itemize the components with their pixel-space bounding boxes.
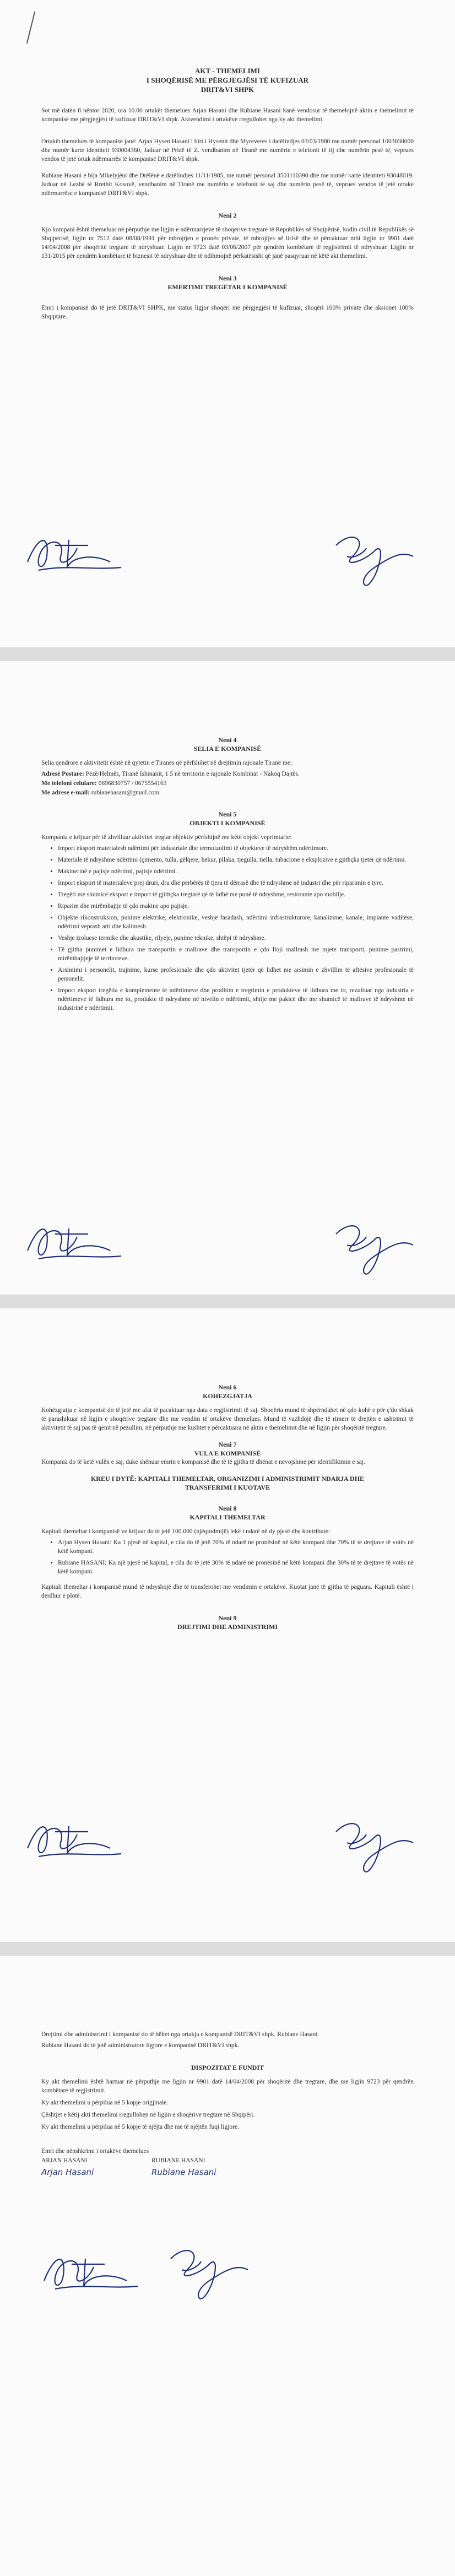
- address-label: Adresë Postare:: [41, 771, 84, 777]
- section3-subheading: EMËRTIMI TREGËTAR I KOMPANISË: [167, 283, 288, 291]
- signature-arjan: [17, 523, 127, 584]
- signature-arjan: [33, 2242, 143, 2303]
- list-item: • Të gjitha punimet e lidhura me transportin e mallrave dhe transportin e çdo lloji mallrash me mjete transporti, punime pastrimi, mirëmbajtjeje të territoreve.: [58, 945, 414, 963]
- section8-heading: Neni 8: [218, 1505, 237, 1512]
- page1-body: [41, 66, 414, 329]
- section9-subheading: DREJTIMI DHE ADMINISTRIMI: [177, 1623, 278, 1631]
- section7-subheading: VULA E KOMPANISË: [194, 1449, 261, 1457]
- phone-label: Me telefoni celulare:: [41, 780, 97, 787]
- handwritten-name-2: Rubiane Hasani: [151, 2167, 216, 2177]
- founder2-paragraph: Rubiane Hasani e bija Mikelyjëni dhe Drëlënë e datëlindjes 11/11/1985, me numër personal 3501110390 dhe me numër karte identiteti 93048019. Jaduar në Lezhë të Rrethit Kosovë, vendbanim në Tiranë me numërin e telefonit të saj dhe numërin pesë të, veprues vendos të jetë ortake ndërmarrëse e kompanisë DRIT&VI shpk.: [41, 172, 414, 197]
- signature-arjan: [17, 1810, 127, 1870]
- section3-paragraph: Emri i kompanisë do të jetë DRIT&VI SHPK, me status ligjor shoqëri me përgjegjësi të kufizuar, shoqëri 100% private dhe aksionet 100% Shqiptare.: [41, 305, 414, 320]
- section7-paragraph: Kompania do të ketë vulën e saj, duke shënuar emrin e kompanisë dhe të të gjitha të dhënat e nevojshme për identifikimin e saj.: [41, 1459, 365, 1465]
- section8-subheading: KAPITALI THEMELTAR: [189, 1513, 266, 1521]
- list-item: • Tregëti me shumicë eksport e import të gjithçka tregtarë që të lidhë me punë të ndryshme, restorante apo mobilje.: [58, 890, 414, 899]
- email-value: rubianehasani@gmail.com: [91, 789, 160, 796]
- phone-value: 0696830757 / 0675554163: [98, 780, 167, 787]
- pen-mark: [26, 12, 35, 44]
- section5-intro: Kompania e krijuar për të zhvilluar aktivitet tregtar objektiv përfshijnë me këtë objekt veprimtarie:: [41, 834, 292, 841]
- signature-rubiane: [314, 1212, 424, 1284]
- list-item: • Arjan Hysen Hasani: Ka 1 pjesë në kapital, e cila do të jetë 70% të ndarë në pronësinë në këtë kompani dhe 70% të të drejtave të votës në këtë kompani.: [58, 1538, 414, 1556]
- final-item: Ky akt themelimi është hartuar në përputhje me ligjin nr 9901 datë 14/04/2008 për shoqëritë dhe tregtare, dhe me ligjin 9723 për qendrën kombëtare të regjistrimit.: [41, 2079, 414, 2094]
- admin-paragraph2: Rubiane Hasani do të jetë administratore ligjore e kompanisë DRIT&VI shpk.: [41, 2042, 240, 2049]
- section5-subheading: OBJEKTI I KOMPANISË: [189, 819, 266, 827]
- signature-rubiane: [149, 2237, 259, 2308]
- signature-arjan: [17, 1212, 127, 1273]
- admin-paragraph: Drejtimi dhe administrimi i kompanisë do të bëhet nga ortakja e kompanisë DRIT&VI shpk. Rubiane Hasani: [41, 2031, 318, 2038]
- list-item: • Import eksport materialesh ndërtimi për industriale dhe termoizolimi të objekteve të ndryshëm ndërtimore.: [58, 844, 414, 853]
- document-page-4: [0, 1956, 455, 2576]
- section7-heading: Neni 7: [218, 1441, 237, 1448]
- handwritten-name-1: Arjan Hasani: [41, 2167, 94, 2177]
- document-page-3: [0, 1308, 455, 1942]
- section6-paragraph: Kohëzgjatja e kompanisë do të jetë me afat të pacaktuar nga data e regjistrimit të saj. Shoqëria mund të shpërndahet në çdo kohë e për ç'do shkak të parashikuar në ligjin e shoqërive tregtare dhe me vendim të ortakëve themelues. Mund të vazhdojë dhe të rimerr të drejtën e ushtrimit të aktivitetit të saj pas të qenit në pezullim, në përputhje me kushtet e përcaktuara në aktin e themelimit dhe në ligjin për shoqëritë tregtare.: [41, 1407, 414, 1431]
- list-item: • Import eksport tregëtia e komplemente të ndërtimeve dhe prodhim e tregtimin e produkteve të lidhura me to, rezultuar nga industria e ndërtimeve të lidhura me to, produkte të ndryshme në nivelin e ndërtimit, shitje me pakicë dhe me shumicë të mallrave të ndryshme në industrinë e ndërtimit.: [58, 986, 414, 1013]
- section3-heading: Neni 3: [218, 274, 237, 282]
- page3-body: [41, 1383, 414, 1631]
- signatory-name-2: RUBIANE HASANI: [151, 2157, 205, 2164]
- signatures-label: Emri dhe nënshkrimi i ortakëve themelues: [41, 2148, 149, 2155]
- section8-paragraph2: Kapitali themeltar i kompanisë mund të ndryshojë dhe të transferohet me vendimin e ortakëve. Kuotat janë të gjitha të paguara. Kapitali është i derdhur e plotë.: [41, 1584, 414, 1599]
- list-item: • Materiale të ndryshme ndërtimi (çimento, tulla, gëlqere, hekur, pllaka, tjegulla, tiella, tubacione e eksplozive e gjithçka tjetër që ndërtimi.: [58, 856, 414, 864]
- intro-paragraph: Sot më datën 8 nëntor 2020, ora 10.00 ortakët themelues Arjan Hasani dhe Rubiane Hasani kanë vendosur të themelojnë aktin e themelimit të kompanisë me përgjegjësi të kufizuar DRIT&VI shpk. Aktvendimi i ortakëve rregullohet nga ky akt themelimi.: [41, 107, 414, 123]
- final-heading: DISPOZITAT E FUNDIT: [191, 2064, 264, 2071]
- section8-paragraph: Kapitali themeltar i kompanisë ve krijuar do të jetë 100.000 (njëqindmijë) lekë i ndarë në dy pjesë dhe kontribute:: [41, 1528, 331, 1535]
- section2-paragraph: Kjo kompani është themeluar në përputhje me ligjin e ndërmarrjeve të shoqërive tregtare të Republikës së Shqipërisë, kodin civil të Republikës së Shqipërisë, ligjin nr 7512 datë 08/08/1991 për mbrojtjen e pronës private, të mbrojtjes së lirisë dhe të përcaktuar mbi ligjin nr 9901 datë 14/04/2008 për shoqëritë tregtare të ndryshuar. Ligjin nr 9723 datë 03/06/2007 për qendrën kombëtare të regjistrimit të ndryshuar. Ligjin nr 131/2015 për qendrën kombëtare të biznesit të ndryshuar dhe të ndihmojnë përkatësisht që janë pasqyruar në këtë akt themelimi.: [41, 226, 414, 259]
- chapter-heading-line1: KREU I DYTË: KAPITALI THEMELTAR, ORGANIZIMI I ADMINISTRIMIT NDARJA DHE: [90, 1475, 365, 1482]
- section4-subheading: SELIA E KOMPANISË: [193, 745, 262, 753]
- founder1-paragraph: Ortakët themelues të kompanisë janë: Arjan Hysen Hasani i biri i Hysenit dhe Myreveres i datëlindjes 03/03/1980 me numër personal 1003030000 dhe numër karte identiteti 930004360, Jaduar në Prizë të Z. vendbanim në Tiranë me numërin e telefonit të tij dhe numërin pesë të, veprues vendos të jetë ortak ndërmarrës të kompanisë DRIT&VI shpk.: [41, 138, 414, 163]
- page4-body: [41, 2030, 414, 2177]
- list-item: • Import eksport të materialeve prej druri, dru dhe përbërës të tjera të dërrasë dhe të ndryshme në industri dhe për riparimin e tyre.: [58, 879, 414, 887]
- signatory-name-1: ARJAN HASANI: [41, 2157, 88, 2164]
- list-item: • Arsimimi i personelit, trajnime, kurse profesionale dhe çdo aktivitet tjetër që lidhet me arsimin e zhvillim të aftësive profesionale të personelit.: [58, 966, 414, 983]
- doc-title-line1: AKT - THEMELIMI: [195, 67, 260, 75]
- list-item: • Makinerinë e pajisje ndërtimi, pajisje ndërtimi.: [58, 867, 414, 876]
- email-label: Me adrese e-mail:: [41, 789, 90, 796]
- handwritten-names: [41, 2168, 251, 2177]
- doc-title-line2: I SHOQËRISË ME PËRGJEGJËSI TË KUFIZUAR: [146, 76, 309, 84]
- shares-list: [41, 1538, 414, 1576]
- chapter-heading-line2: TRANSFERIMI I KUOTAVE: [185, 1484, 270, 1491]
- document-page-2: [0, 661, 455, 1295]
- section4-heading: Neni 4: [218, 736, 237, 744]
- signatory-names: [41, 2156, 251, 2166]
- list-item: • Rubiane HASANI: Ka një pjesë në kapital, e cila do të jetë 30% të ndarë në pronësinë në këtë kompani dhe 30% të të drejtave të votës në këtë kompani.: [58, 1558, 414, 1576]
- section9-heading: Neni 9: [218, 1614, 237, 1622]
- document-page-1: [0, 0, 455, 647]
- final-item: Ky akt themelimi u përpilua në 5 kopje origjinale.: [41, 2099, 169, 2106]
- list-item: • Veshje izoluese termike dhe akustike, rilyeje, punime teknike, shtëpi të ndryshme.: [58, 934, 414, 943]
- section4-paragraph: Selia qendrore e aktivitetit është në qytetin e Tiranës që përfshihet në drejtimin rajonale Tiranë me:: [41, 760, 292, 766]
- doc-title-line3: DRIT&VI SHPK: [201, 85, 254, 94]
- signature-rubiane: [314, 523, 424, 595]
- page2-body: [41, 735, 414, 1019]
- list-item: • Objekte rikonstruksion, punime elektrike, elektronike, veshje fasadash, ndërtimi infrastrukturore, kanalizime, kanale, impiante vaditëse, ndërtimi veprash arti dhe kalimesh.: [58, 913, 414, 931]
- section5-heading: Neni 5: [218, 810, 237, 818]
- section6-heading: Neni 6: [218, 1383, 237, 1391]
- list-item: • Riparim dhe mirëmbajtje të çdo makine apo pajisje.: [58, 902, 414, 911]
- final-item: Çështjet e këtij akti themelimi rregullohen në ligjin e shoqërive tregtare në Shqipëri.: [41, 2112, 255, 2118]
- objects-list: [41, 844, 414, 1013]
- final-item: Ky akt themelimi u përpilua në 5 kopje të njëjta dhe me të njëjtën fuqi ligjore.: [41, 2124, 239, 2130]
- section6-subheading: KOHEZGJATJA: [203, 1392, 252, 1400]
- section2-heading: Neni 2: [218, 212, 237, 219]
- address-value: Pezë/Helmës, Tiranë Ishmanit, 1 5 në territorin e rajonale Kombinat - Nakoq Dajtës.: [85, 771, 300, 777]
- signature-rubiane: [314, 1810, 424, 1881]
